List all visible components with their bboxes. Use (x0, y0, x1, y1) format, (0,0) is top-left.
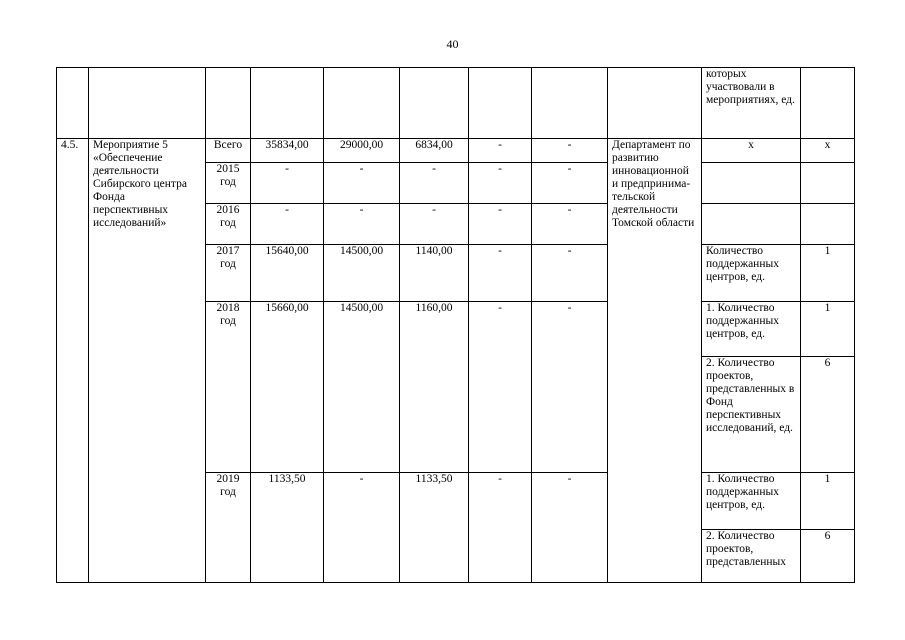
table-row (57, 68, 855, 139)
amount-total: - (251, 204, 324, 245)
value-cell: 6 (801, 530, 855, 583)
empty-cell (400, 68, 469, 139)
empty-cell (89, 68, 206, 139)
indicator-cell: 2. Количество проектов, представленных в Фонд перспективных исследований, ед. (702, 357, 801, 473)
empty-cell (702, 163, 801, 204)
amount-federal: 29000,00 (324, 139, 400, 163)
executor-cell: Департамент по развитию инновационной и предпринима-тельской деятельности Томской области (608, 139, 702, 583)
activity-number: 4.5. (57, 139, 89, 583)
amount-municipal: - (469, 245, 532, 302)
period-cell: 2018 год (206, 302, 251, 473)
amount-municipal: - (469, 163, 532, 204)
period-cell: 2017 год (206, 245, 251, 302)
amount-regional: 6834,00 (400, 139, 469, 163)
value-cell: 1 (801, 302, 855, 357)
empty-cell (532, 68, 608, 139)
amount-other: - (532, 163, 608, 204)
empty-cell (324, 68, 400, 139)
amount-federal: 14500,00 (324, 302, 400, 473)
amount-municipal: - (469, 473, 532, 583)
value-cell: 6 (801, 357, 855, 473)
indicator-cell: которых участвовали в мероприятиях, ед. (702, 68, 801, 139)
amount-total: 15640,00 (251, 245, 324, 302)
amount-total: - (251, 163, 324, 204)
amount-regional: 1133,50 (400, 473, 469, 583)
empty-cell (251, 68, 324, 139)
value-cell: х (801, 139, 855, 163)
program-table (56, 67, 855, 583)
empty-cell (206, 68, 251, 139)
empty-cell (801, 163, 855, 204)
amount-federal: - (324, 204, 400, 245)
amount-regional: - (400, 163, 469, 204)
amount-other: - (532, 302, 608, 473)
amount-municipal: - (469, 204, 532, 245)
page-number: 40 (446, 37, 459, 51)
amount-regional: 1160,00 (400, 302, 469, 473)
amount-municipal: - (469, 139, 532, 163)
value-cell: 1 (801, 473, 855, 530)
period-cell: Всего (206, 139, 251, 163)
empty-cell (608, 68, 702, 139)
amount-federal: - (324, 163, 400, 204)
amount-regional: 1140,00 (400, 245, 469, 302)
amount-federal: 14500,00 (324, 245, 400, 302)
amount-total: 15660,00 (251, 302, 324, 473)
amount-other: - (532, 204, 608, 245)
amount-total: 1133,50 (251, 473, 324, 583)
activity-name: Мероприятие 5 «Обеспечение деятельности Сибирского центра Фонда перспективных исследований» (89, 139, 206, 583)
value-cell: 1 (801, 245, 855, 302)
indicator-cell: х (702, 139, 801, 163)
indicator-cell: 2. Количество проектов, представленных (702, 530, 801, 583)
period-cell: 2016 год (206, 204, 251, 245)
empty-cell (801, 204, 855, 245)
empty-cell (801, 68, 855, 139)
amount-other: - (532, 139, 608, 163)
period-cell: 2015 год (206, 163, 251, 204)
empty-cell (469, 68, 532, 139)
empty-cell (702, 204, 801, 245)
indicator-cell: 1. Количество поддержанных центров, ед. (702, 473, 801, 530)
amount-municipal: - (469, 302, 532, 473)
amount-federal: - (324, 473, 400, 583)
empty-cell (57, 68, 89, 139)
table-row (57, 139, 855, 163)
indicator-cell: 1. Количество поддержанных центров, ед. (702, 302, 801, 357)
amount-total: 35834,00 (251, 139, 324, 163)
amount-other: - (532, 473, 608, 583)
indicator-cell: Количество поддержанных центров, ед. (702, 245, 801, 302)
amount-regional: - (400, 204, 469, 245)
period-cell: 2019 год (206, 473, 251, 583)
amount-other: - (532, 245, 608, 302)
